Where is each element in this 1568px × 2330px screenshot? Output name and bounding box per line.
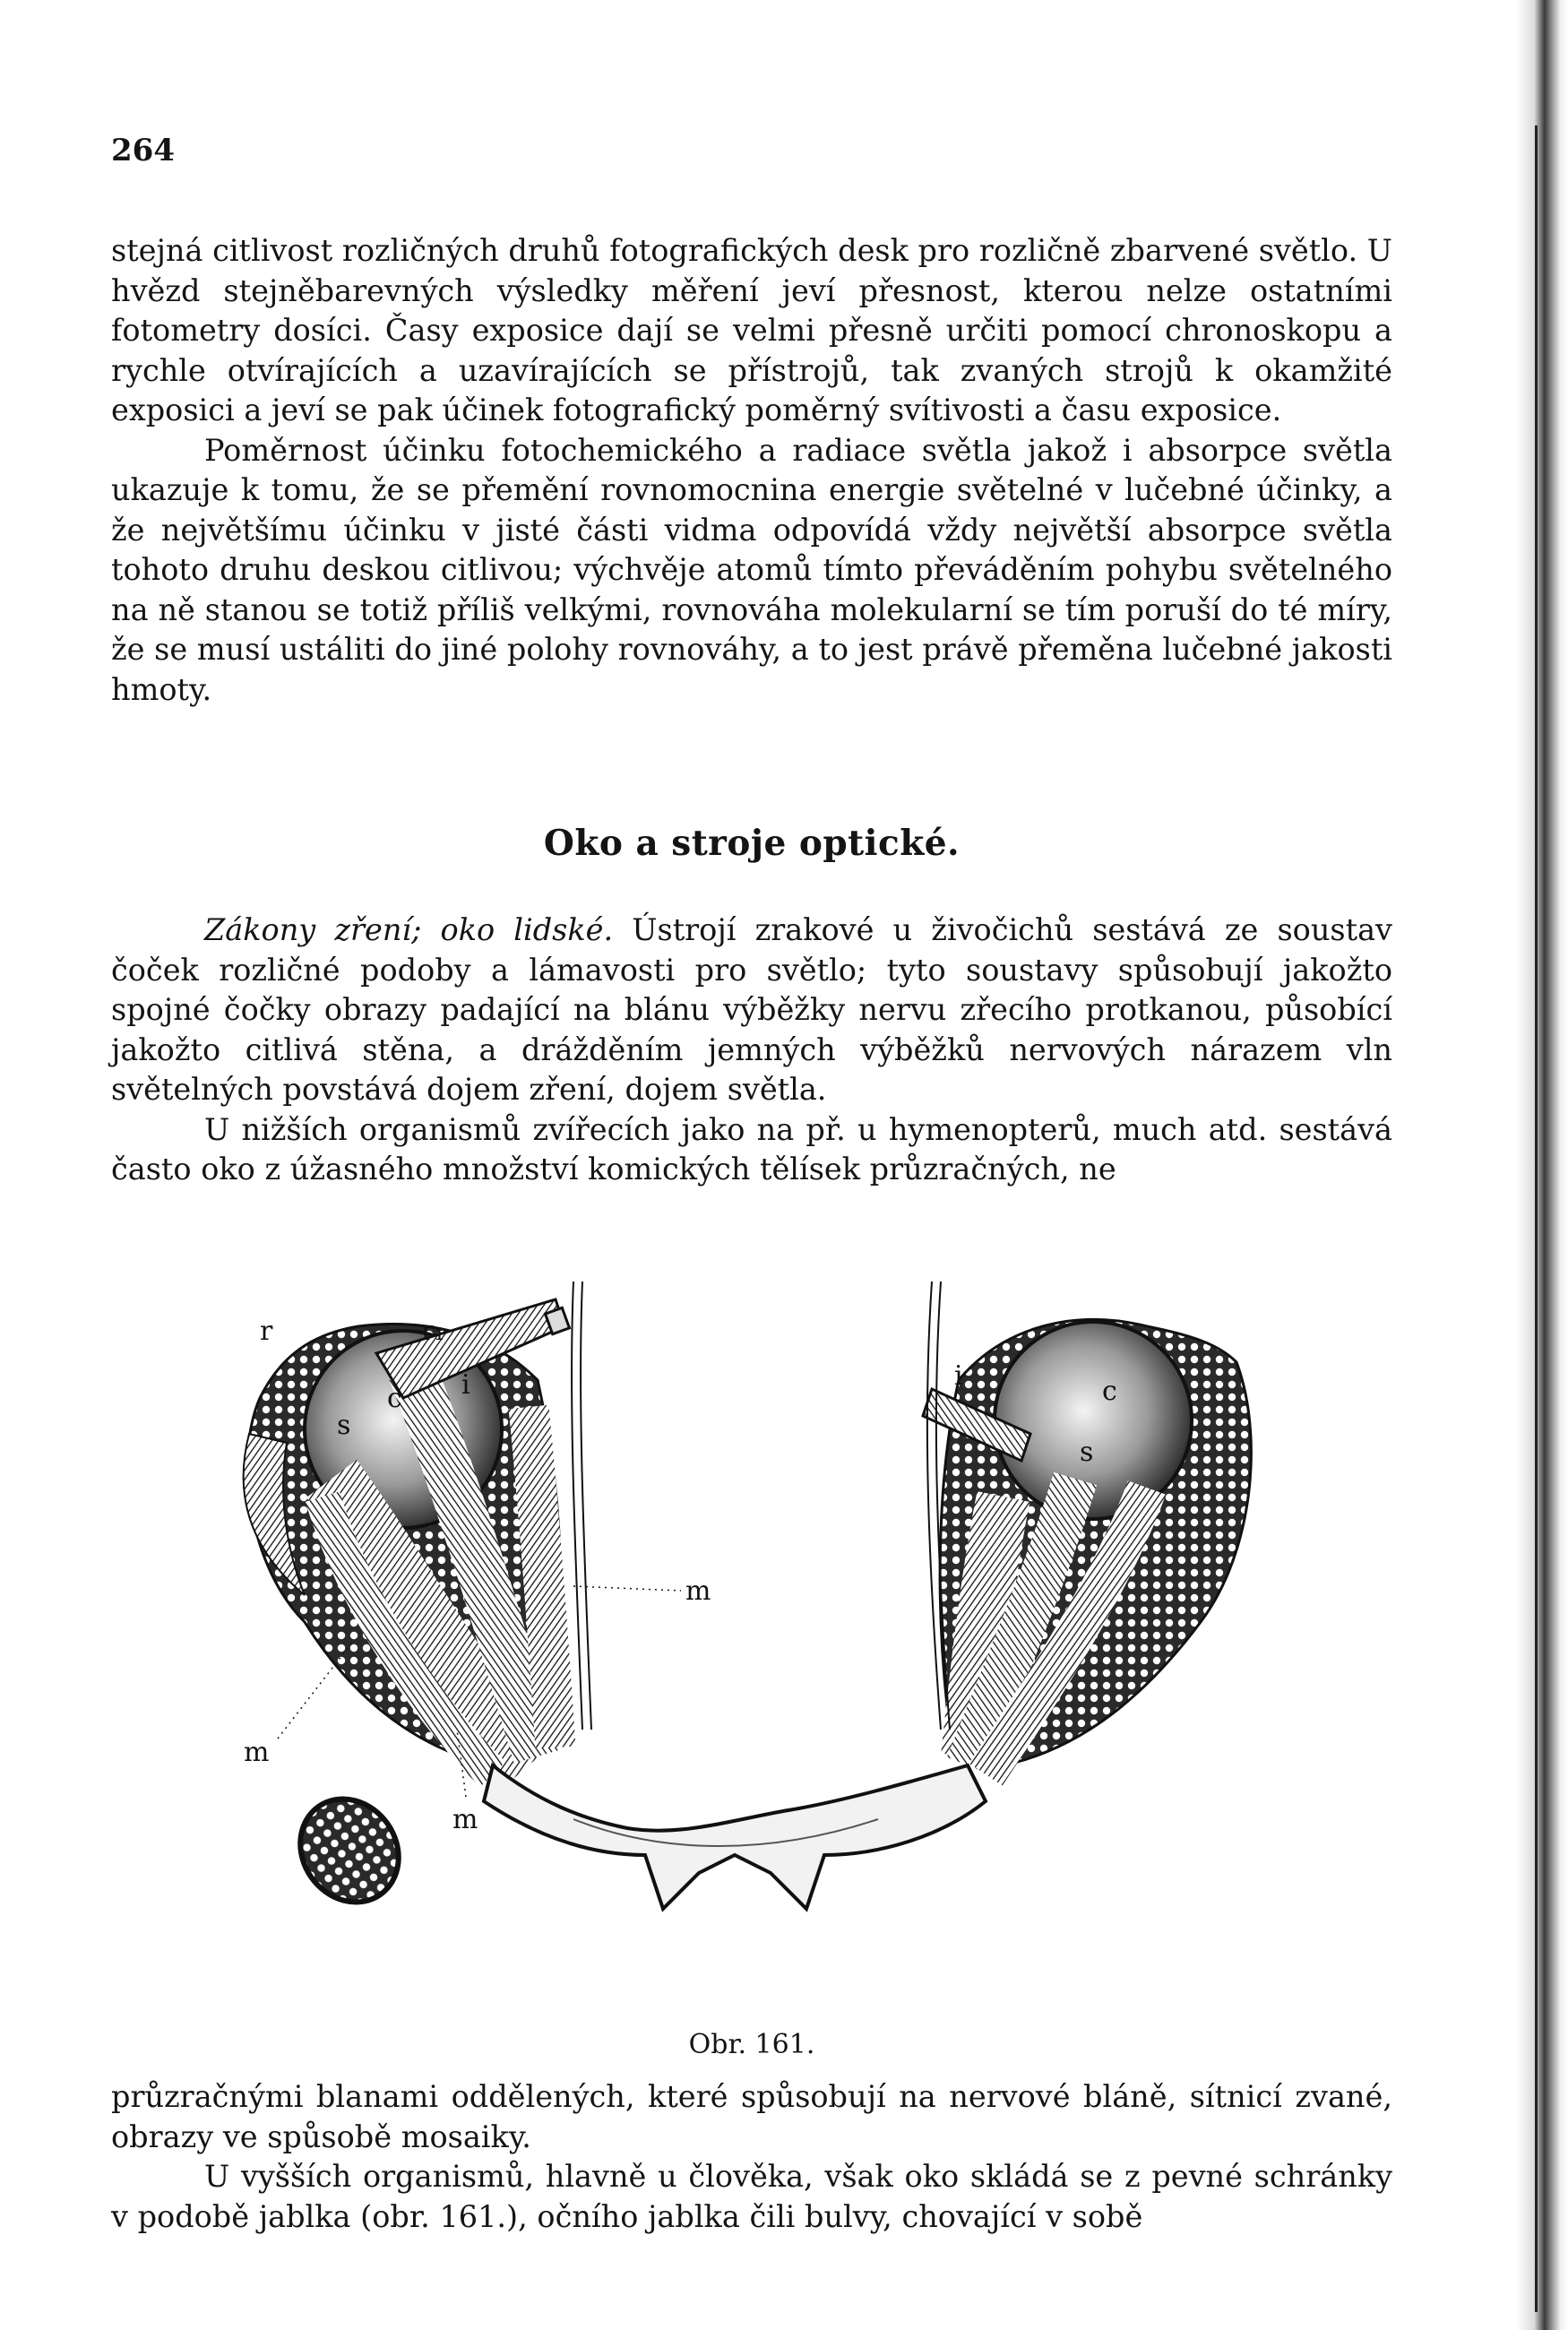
- label-i-left: i: [461, 1369, 470, 1401]
- paragraph-text: Ústrojí zrakové u živočichů sestává ze soustav čoček rozličné podoby a lámavosti pro světlo; tyto soustavy spůsobují jakožto spojné čočky obrazy padající na blánu výběžky nervu zřecího protkanou, působící jakožto citlivá stěna, a drážděním jemných výběžků nervových nárazem vln světelných povstává dojem zření, dojem světla.: [111, 912, 1392, 1107]
- paragraph: U nižších organismů zvířecích jako na př. u hymenopterů, much atd. sestává často oko z úžasného množství komických tělísek průzračných, ne: [111, 1111, 1392, 1187]
- label-c-right: c: [1102, 1376, 1117, 1407]
- figure-caption: Obr. 161.: [688, 2029, 815, 2060]
- book-page-edge: [1516, 0, 1568, 2330]
- page-number: 264: [111, 133, 175, 168]
- eye-anatomy-figure: [197, 1228, 1299, 2025]
- book-spine-shadow: [1535, 125, 1538, 2312]
- text-block-middle: [111, 910, 1392, 1190]
- text-block-bottom: [111, 2077, 1392, 2237]
- label-m-left: m: [244, 1737, 270, 1768]
- label-c-left: c: [387, 1383, 402, 1414]
- paragraph: [111, 910, 1392, 1110]
- italic-run-in-heading: Zákony zření; oko lidské.: [204, 912, 614, 947]
- text-block-top: [111, 231, 1392, 710]
- label-s-right: s: [1080, 1437, 1094, 1468]
- section-heading: Oko a stroje optické.: [543, 823, 961, 864]
- paragraph: Poměrnost účinku fotochemického a radiace světla jakož i absorpce světla ukazuje k tomu, že se přemění rovnomocnina energie světelné v lučebné účinky, a že největšímu účinku v jisté části vidma odpovídá vždy největší absorpce světla tohoto druhu deskou citlivou; výchvěje atomů tímto převáděním pohybu světelného na ně stanou se totiž příliš velkými, rovnováha molekularní se tím poruší do té míry, že se musí ustáliti do jiné polohy rovnováhy, a to jest právě přeměna lučebné jakosti hmoty.: [111, 432, 1392, 707]
- eye-anatomy-illustration: [197, 1228, 1299, 2025]
- label-i-right: i: [954, 1360, 963, 1392]
- label-s-left: s: [337, 1410, 351, 1441]
- paragraph: U vyšších organismů, hlavně u člověka, však oko skládá se z pevné schránky v podobě jablka (obr. 161.), očního jablka čili bulvy, chovající v sobě: [111, 2159, 1392, 2234]
- label-r1: r₁: [421, 1316, 445, 1347]
- optic-chiasm: [484, 1765, 986, 1909]
- right-orbit: [923, 1282, 1251, 1774]
- label-r: r: [260, 1316, 273, 1347]
- paragraph: stejná citlivost rozličných druhů fotografických desk pro rozličně zbarvené světlo. U hvězd stejněbarevných výsledky měření jeví přesnost, kterou nelze ostatními fotometry dosíci. Časy exposice dají se velmi přesně určiti pomocí chronoskopu a rychle otvírajících a uzavírajících se přístrojů, tak zvaných strojů k okamžité exposici a jeví se pak účinek fotografický poměrný svítivosti a času exposice.: [111, 233, 1392, 427]
- label-m-bottom: m: [452, 1804, 478, 1835]
- label-m-center: m: [685, 1575, 711, 1607]
- paragraph: průzračnými blanami oddělených, které spůsobují na nervové bláně, sítnicí zvané, obrazy ve spůsobě mosaiky.: [111, 2079, 1392, 2154]
